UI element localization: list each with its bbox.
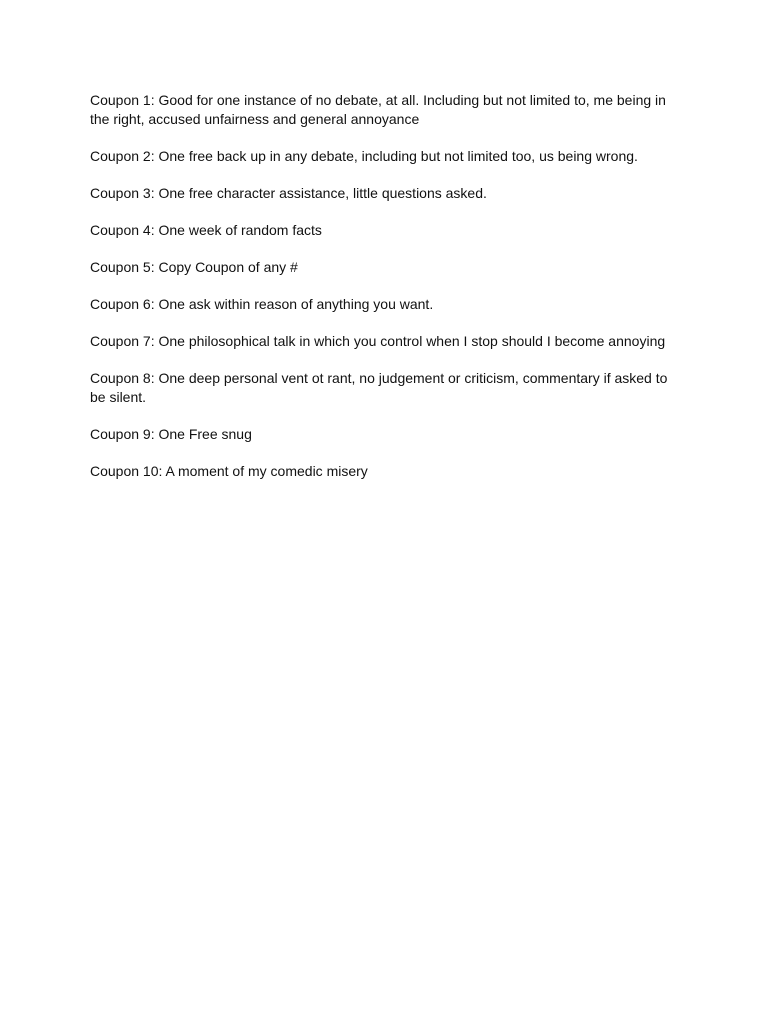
coupon-2: Coupon 2: One free back up in any debate, including but not limited too, us being wrong. (90, 148, 638, 164)
coupon-9: Coupon 9: One Free snug (90, 426, 252, 442)
coupon-7: Coupon 7: One philosophical talk in which you control when I stop should I become annoying (90, 333, 666, 349)
coupon-1: Coupon 1: Good for one instance of no debate, at all. Including but not limited to, me being in the right, accused unfairness and general annoyance (90, 92, 666, 127)
coupon-10: Coupon 10: A moment of my comedic misery (90, 463, 368, 479)
coupon-list (90, 91, 670, 499)
coupon-6: Coupon 6: One ask within reason of anything you want. (90, 296, 434, 312)
coupon-3: Coupon 3: One free character assistance, little questions asked. (90, 185, 487, 201)
coupon-4: Coupon 4: One week of random facts (90, 222, 322, 238)
coupon-5: Coupon 5: Copy Coupon of any # (90, 259, 298, 275)
coupon-8: Coupon 8: One deep personal vent ot rant, no judgement or criticism, commentary if asked to be silent. (90, 370, 668, 405)
